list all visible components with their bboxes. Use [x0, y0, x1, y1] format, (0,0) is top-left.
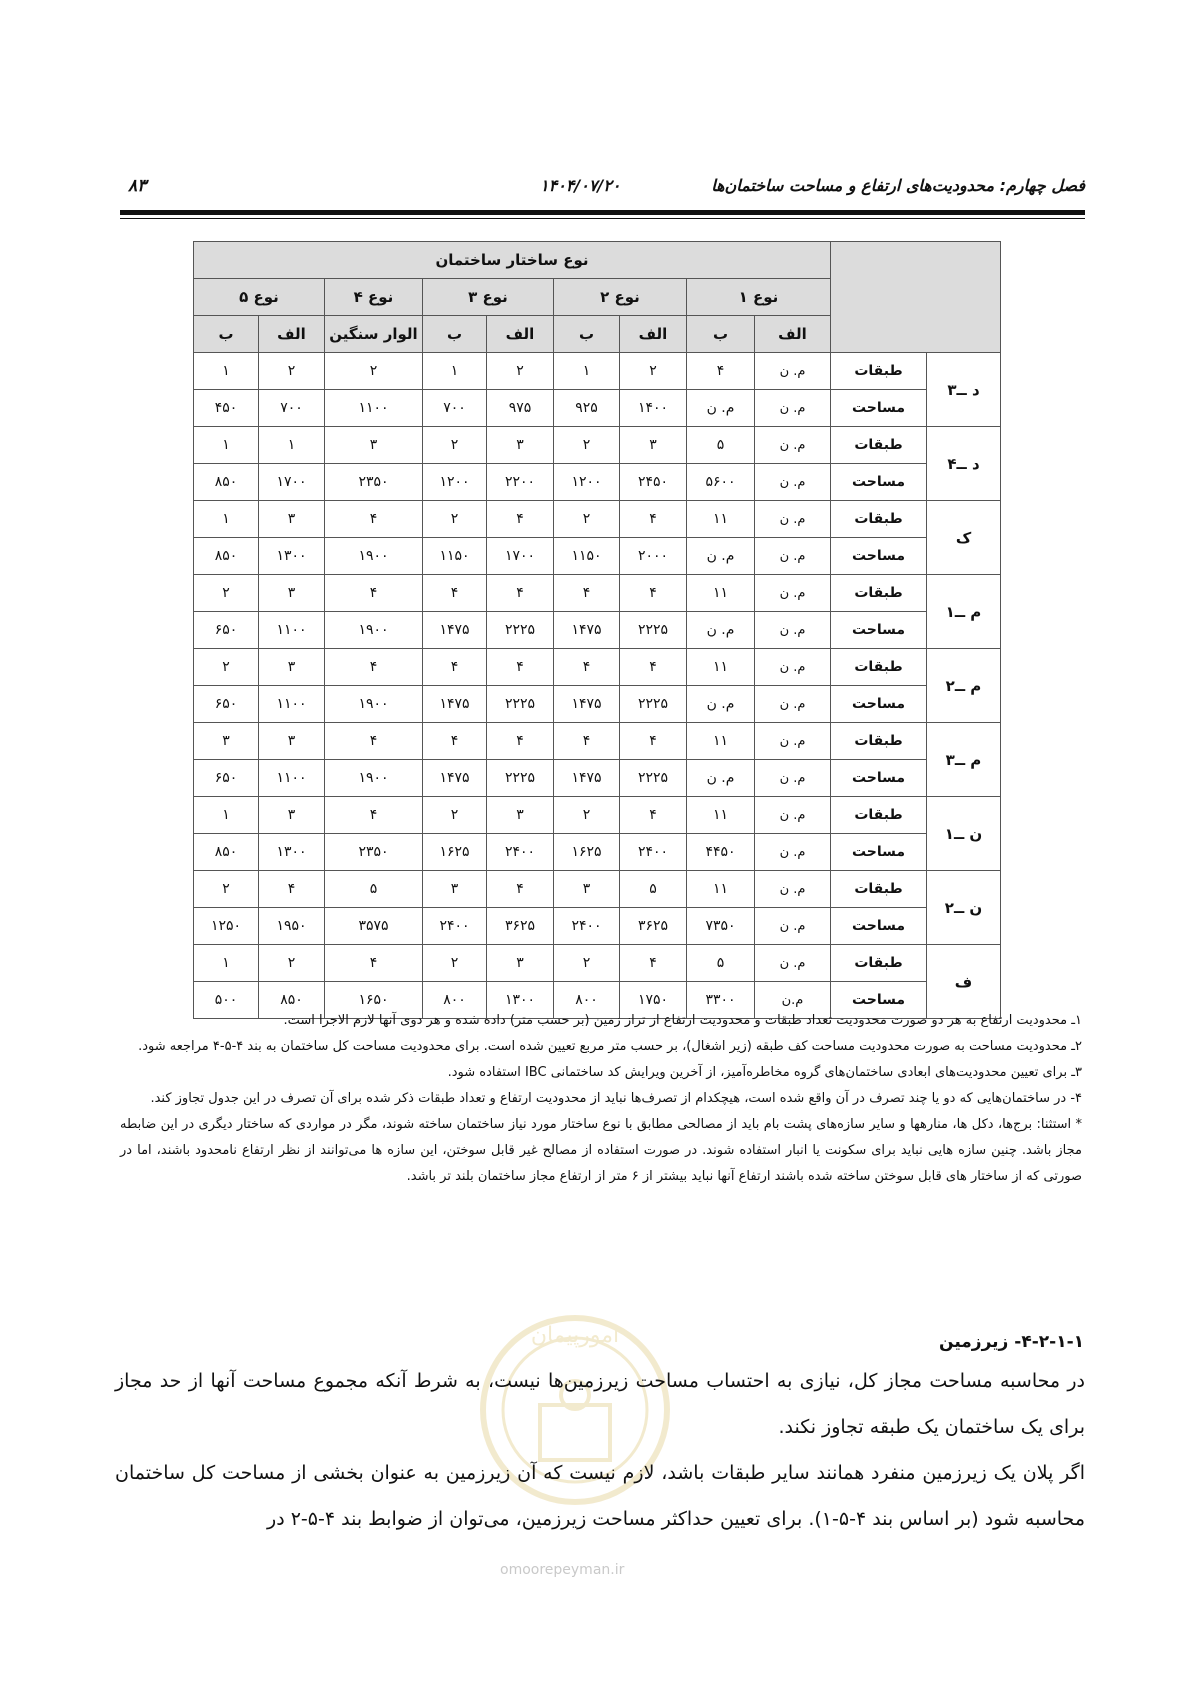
table-cell: ۸۵۰	[194, 538, 259, 575]
table-cell: ۳	[259, 723, 325, 760]
chapter-title: فصل چهارم: محدودیت‌های ارتفاع و مساحت ساختمان‌ها	[711, 176, 1085, 195]
table-row	[194, 427, 1001, 464]
table-cell: ۱۱۰۰	[259, 686, 325, 723]
table-cell: ۳	[423, 871, 487, 908]
table-row	[194, 871, 1001, 908]
table-row	[194, 649, 1001, 686]
zone-label: ن ــ۲	[927, 871, 1001, 945]
table-cell: ۲۰۰۰	[620, 538, 687, 575]
table-cell: م. ن	[687, 686, 755, 723]
table-cell: ۴	[554, 575, 620, 612]
table-cell: ۳۵۷۵	[325, 908, 423, 945]
area-label: مساحت	[831, 686, 927, 723]
table-cell: ۱۳۰۰	[487, 982, 554, 1019]
table-cell: م. ن	[755, 797, 831, 834]
zone-label: م ــ۳	[927, 723, 1001, 797]
table-cell: ۸۵۰	[194, 464, 259, 501]
subheader-cell: الف	[620, 316, 687, 353]
table-cell: ۱	[194, 945, 259, 982]
table-cell: م. ن	[687, 612, 755, 649]
table-cell: ۱۱۵۰	[423, 538, 487, 575]
zone-label: م ــ۱	[927, 575, 1001, 649]
table-cell: م. ن	[755, 353, 831, 390]
table-cell: ۴	[620, 575, 687, 612]
table-cell: ۴۴۵۰	[687, 834, 755, 871]
table-cell: ۵	[325, 871, 423, 908]
table-cell: ۴	[487, 649, 554, 686]
table-cell: ۴	[487, 501, 554, 538]
table-cell: ۳	[194, 723, 259, 760]
subheader-cell: الف	[487, 316, 554, 353]
watermark-url: omoorepeyman.ir	[500, 1562, 625, 1578]
table-cell: ۱۳۰۰	[259, 834, 325, 871]
table-row	[194, 945, 1001, 982]
table-cell: ۴	[325, 649, 423, 686]
table-cell: م. ن	[755, 723, 831, 760]
body-paragraph-2: اگر پلان یک زیرزمین منفرد همانند سایر طبقات باشد، لازم نیست که آن زیرزمین به عنوان بخشی از مساحت کل ساختمان محاسبه شود (بر اساس بند ۴-۵-۱). برای تعیین حداکثر مساحت زیرزمین، می‌توان از ضوابط بند ۴-۵-۲ در	[115, 1462, 1085, 1530]
table-cell: ۵	[687, 427, 755, 464]
subheader-cell: ب	[423, 316, 487, 353]
table-cell: ۲	[325, 353, 423, 390]
table-cell: م. ن	[755, 427, 831, 464]
table-cell: ۱۲۵۰	[194, 908, 259, 945]
page-number: ۸۳	[128, 176, 147, 196]
table-cell: ۸۵۰	[259, 982, 325, 1019]
table-cell: م. ن	[755, 945, 831, 982]
table-cell: ۲۲۲۵	[620, 686, 687, 723]
table-cell: ۴	[259, 871, 325, 908]
table-cell: ۱۷۵۰	[620, 982, 687, 1019]
table-cell: ۸۰۰	[423, 982, 487, 1019]
table-cell: ۵	[687, 945, 755, 982]
table-cell: ۲۲۲۵	[487, 612, 554, 649]
table-cell: ۱۶۲۵	[554, 834, 620, 871]
table-cell: م. ن	[755, 649, 831, 686]
height-area-table-container	[193, 241, 1001, 1019]
type-5-header: نوع ۵	[194, 279, 325, 316]
floors-label: طبقات	[831, 797, 927, 834]
table-cell: ۱	[194, 501, 259, 538]
table-cell: ۲	[194, 871, 259, 908]
table-cell: ۴	[620, 945, 687, 982]
table-cell: ۱۶۵۰	[325, 982, 423, 1019]
table-cell: ۲	[487, 353, 554, 390]
header-date: ۱۴۰۴/۰۷/۲۰	[540, 176, 621, 195]
table-row	[194, 834, 1001, 871]
table-row	[194, 353, 1001, 390]
table-cell: ۴	[325, 501, 423, 538]
table-cell: ۹۲۵	[554, 390, 620, 427]
header-rule-thin	[120, 218, 1085, 219]
table-cell: ۱۱	[687, 797, 755, 834]
table-row	[194, 723, 1001, 760]
table-row	[194, 538, 1001, 575]
table-cell: ۱	[554, 353, 620, 390]
table-cell: ۲۲۰۰	[487, 464, 554, 501]
table-cell: ۱۱۰۰	[325, 390, 423, 427]
table-cell: ۲۴۰۰	[554, 908, 620, 945]
table-cell: ۱۱۰۰	[259, 612, 325, 649]
table-cell: ۲۲۲۵	[487, 686, 554, 723]
table-cell: ۴	[620, 723, 687, 760]
table-cell: ۴	[554, 649, 620, 686]
table-cell: ۱۴۷۵	[423, 760, 487, 797]
zone-label: ف	[927, 945, 1001, 1019]
floors-label: طبقات	[831, 501, 927, 538]
table-notes	[120, 1008, 1082, 1190]
type-1-header: نوع ۱	[687, 279, 831, 316]
table-cell: ۴	[423, 649, 487, 686]
table-cell: ۲	[194, 649, 259, 686]
table-cell: ۴	[423, 575, 487, 612]
table-cell: ۴	[687, 353, 755, 390]
table-cell: ۵۶۰۰	[687, 464, 755, 501]
table-cell: ۳	[554, 871, 620, 908]
floors-label: طبقات	[831, 427, 927, 464]
table-cell: ۱۱	[687, 649, 755, 686]
table-cell: ۲۲۲۵	[620, 760, 687, 797]
table-cell: ۴	[325, 575, 423, 612]
table-cell: ۲۳۵۰	[325, 834, 423, 871]
table-cell: ۲	[423, 945, 487, 982]
table-cell: م. ن	[755, 612, 831, 649]
table-cell: ۶۵۰	[194, 686, 259, 723]
note-1: ۱ـ محدودیت ارتفاع به هر دو صورت محدودیت تعداد طبقات و محدودیت ارتفاع از تراز زمین (بر حسب متر) داده شده و هر دوی آنها لازم الاجرا است.	[283, 1013, 1082, 1028]
table-cell: ۱۴۷۵	[423, 612, 487, 649]
area-label: مساحت	[831, 390, 927, 427]
table-cell: ۲۲۲۵	[487, 760, 554, 797]
watermark-logo-text: امورپیمان	[530, 1323, 620, 1348]
table-cell: ۱۱	[687, 575, 755, 612]
note-exception: * استثنا: برج‌ها، دکل ها، منارهها و سایر سازه‌های پشت بام باید از مصالحی مطابق با نوع ساختار مورد نیاز ساختمان ساخته شوند، مگر در مواردی که ساختار دیگری در این ضابطه مجاز باشد. چنین سازه هایی نباید برای سکونت یا انبار استفاده شوند. در صورت استفاده از مصالح غیر قابل سوختن، این سازه ها می‌توانند از نظر ارتفاع نامحدود باشند، اما در صورتی که از ساختار های قابل سوختن ساخته شده باشند ارتفاع آنها نباید بیشتر از ۶ متر از ارتفاع مجاز ساختمان بلند تر باشد.	[120, 1117, 1082, 1184]
table-cell: ۱۶۲۵	[423, 834, 487, 871]
table-cell: ۲۳۵۰	[325, 464, 423, 501]
table-cell: ۲	[259, 353, 325, 390]
table-cell: ۵۰۰	[194, 982, 259, 1019]
table-cell: ۱۴۰۰	[620, 390, 687, 427]
table-cell: ۱	[423, 353, 487, 390]
table-cell: ۲	[554, 797, 620, 834]
table-cell: ۴	[423, 723, 487, 760]
table-cell: ۲۴۵۰	[620, 464, 687, 501]
table-cell: م. ن	[755, 686, 831, 723]
table-cell: ۲۴۰۰	[620, 834, 687, 871]
table-cell: م. ن	[755, 871, 831, 908]
table-cell: ۶۵۰	[194, 760, 259, 797]
table-row	[194, 797, 1001, 834]
table-cell: م. ن	[687, 390, 755, 427]
subheader-cell: الف	[755, 316, 831, 353]
subheader-cell: الوار سنگین	[325, 316, 423, 353]
table-cell: ۲۴۰۰	[487, 834, 554, 871]
table-cell: ۸۵۰	[194, 834, 259, 871]
table-cell: ۱۷۰۰	[259, 464, 325, 501]
table-cell: ۲	[423, 797, 487, 834]
table-cell: ۲	[423, 427, 487, 464]
note-3: ۳ـ برای تعیین محدودیت‌های ابعادی ساختمان‌های گروه مخاطره‌آمیز، از آخرین ویرایش کد ساختمانی IBC استفاده شود.	[447, 1065, 1082, 1080]
table-cell: ۵	[620, 871, 687, 908]
zone-label: ن ــ۱	[927, 797, 1001, 871]
table-cell: ۱۹۰۰	[325, 538, 423, 575]
zone-label: م ــ۲	[927, 649, 1001, 723]
table-cell: ۴	[487, 723, 554, 760]
table-cell: ۴	[620, 649, 687, 686]
table-cell: ۹۷۵	[487, 390, 554, 427]
zone-label: د ــ۴	[927, 427, 1001, 501]
table-cell: ۱۹۰۰	[325, 686, 423, 723]
table-cell: ۴۵۰	[194, 390, 259, 427]
subheader-cell: ب	[554, 316, 620, 353]
table-cell: ۷۳۵۰	[687, 908, 755, 945]
table-cell: ۳	[325, 427, 423, 464]
table-cell: ۳	[259, 575, 325, 612]
table-cell: م.ن	[755, 982, 831, 1019]
type-2-header: نوع ۲	[554, 279, 687, 316]
table-cell: ۲	[554, 427, 620, 464]
table-cell: ۷۰۰	[423, 390, 487, 427]
area-label: مساحت	[831, 760, 927, 797]
header-rule	[120, 210, 1085, 215]
table-cell: ۲	[194, 575, 259, 612]
area-label: مساحت	[831, 464, 927, 501]
note-2: ۲ـ محدودیت مساحت به صورت محدودیت مساحت کف طبقه (زیر اشغال)، بر حسب متر مربع تعیین شده است. برای محدودیت مساحت کل ساختمان به بند ۴-۵-۴ مراجعه شود.	[138, 1039, 1082, 1054]
table-cell: ۱	[259, 427, 325, 464]
table-cell: م. ن	[687, 760, 755, 797]
table-cell: ۴	[325, 797, 423, 834]
table-cell: ۲۴۰۰	[423, 908, 487, 945]
table-row	[194, 464, 1001, 501]
table-cell: م. ن	[755, 501, 831, 538]
table-cell: ۸۰۰	[554, 982, 620, 1019]
subheader-cell: ب	[687, 316, 755, 353]
table-cell: ۳	[487, 427, 554, 464]
area-label: مساحت	[831, 612, 927, 649]
table-cell: ۴	[620, 501, 687, 538]
table-cell: ۶۵۰	[194, 612, 259, 649]
table-cell: ۷۰۰	[259, 390, 325, 427]
table-cell: ۲۲۲۵	[620, 612, 687, 649]
table-cell: ۴	[325, 723, 423, 760]
table-row	[194, 908, 1001, 945]
area-label: مساحت	[831, 908, 927, 945]
floors-label: طبقات	[831, 353, 927, 390]
table-cell: ۲	[259, 945, 325, 982]
table-cell: ۱۱۰۰	[259, 760, 325, 797]
section-body	[115, 1358, 1085, 1542]
table-cell: ۳	[259, 649, 325, 686]
table-row	[194, 501, 1001, 538]
table-cell: ۴	[325, 945, 423, 982]
table-cell: ۱۳۰۰	[259, 538, 325, 575]
subheader-cell: الف	[259, 316, 325, 353]
area-label: مساحت	[831, 982, 927, 1019]
table-cell: ۴	[487, 871, 554, 908]
table-cell: ۳	[259, 501, 325, 538]
table-cell: ۲	[423, 501, 487, 538]
zone-label: ک	[927, 501, 1001, 575]
height-area-table	[193, 241, 1001, 1019]
table-cell: ۱۴۷۵	[554, 760, 620, 797]
section-heading: ۴-۲-۱-۱- زیرزمین	[939, 1332, 1084, 1352]
table-cell: ۱۱	[687, 723, 755, 760]
table-cell: م. ن	[755, 390, 831, 427]
table-cell: م. ن	[755, 760, 831, 797]
table-cell: ۲	[554, 501, 620, 538]
table-cell: ۴	[554, 723, 620, 760]
table-cell: ۱۹۵۰	[259, 908, 325, 945]
table-cell: م. ن	[687, 538, 755, 575]
table-cell: ۲	[620, 353, 687, 390]
table-cell: ۱	[194, 353, 259, 390]
table-row	[194, 686, 1001, 723]
table-cell: ۳۳۰۰	[687, 982, 755, 1019]
table-cell: م. ن	[755, 908, 831, 945]
table-row	[194, 390, 1001, 427]
table-cell: ۳	[620, 427, 687, 464]
table-cell: ۲	[554, 945, 620, 982]
note-4: ۴- در ساختمان‌هایی که دو یا چند تصرف در آن واقع شده است، هیچکدام از تصرف‌ها نباید از محدودیت ارتفاع و تعداد طبقات ذکر شده برای آن تصرف در این جدول تجاوز کند.	[150, 1091, 1082, 1106]
table-cell: ۱۹۰۰	[325, 612, 423, 649]
zone-label: د ــ۳	[927, 353, 1001, 427]
table-cell: ۳	[487, 797, 554, 834]
table-cell: ۱۱	[687, 871, 755, 908]
table-cell: ۱	[194, 797, 259, 834]
table-cell: م. ن	[755, 834, 831, 871]
table-title: نوع ساختار ساختمان	[194, 242, 831, 279]
table-cell: ۱۱۵۰	[554, 538, 620, 575]
corner-cell	[831, 242, 1001, 353]
table-row	[194, 760, 1001, 797]
table-cell: م. ن	[755, 464, 831, 501]
table-cell: ۱۹۰۰	[325, 760, 423, 797]
table-row	[194, 575, 1001, 612]
table-cell: ۱۷۰۰	[487, 538, 554, 575]
table-cell: ۳۶۲۵	[620, 908, 687, 945]
body-paragraph-1: در محاسبه مساحت مجاز کل، نیازی به احتساب مساحت زیرزمین‌ها نیست، به شرط آنکه مجموع مساحت آنها از حد مجاز برای یک ساختمان یک طبقه تجاوز نکند.	[115, 1370, 1085, 1438]
type-3-header: نوع ۳	[423, 279, 554, 316]
table-row	[194, 612, 1001, 649]
table-cell: ۱	[194, 427, 259, 464]
subheader-cell: ب	[194, 316, 259, 353]
table-cell: ۱۴۷۵	[423, 686, 487, 723]
floors-label: طبقات	[831, 723, 927, 760]
table-cell: ۱۴۷۵	[554, 612, 620, 649]
table-cell: ۱۲۰۰	[423, 464, 487, 501]
area-label: مساحت	[831, 834, 927, 871]
table-cell: ۳	[259, 797, 325, 834]
table-cell: م. ن	[755, 575, 831, 612]
floors-label: طبقات	[831, 945, 927, 982]
table-cell: ۳	[487, 945, 554, 982]
table-cell: م. ن	[755, 538, 831, 575]
table-cell: ۴	[487, 575, 554, 612]
floors-label: طبقات	[831, 575, 927, 612]
table-cell: ۴	[620, 797, 687, 834]
table-cell: ۱۱	[687, 501, 755, 538]
floors-label: طبقات	[831, 649, 927, 686]
type-4-header: نوع ۴	[325, 279, 423, 316]
table-cell: ۱۲۰۰	[554, 464, 620, 501]
table-cell: ۳۶۲۵	[487, 908, 554, 945]
page-header	[120, 170, 1085, 198]
table-cell: ۱۴۷۵	[554, 686, 620, 723]
area-label: مساحت	[831, 538, 927, 575]
floors-label: طبقات	[831, 871, 927, 908]
